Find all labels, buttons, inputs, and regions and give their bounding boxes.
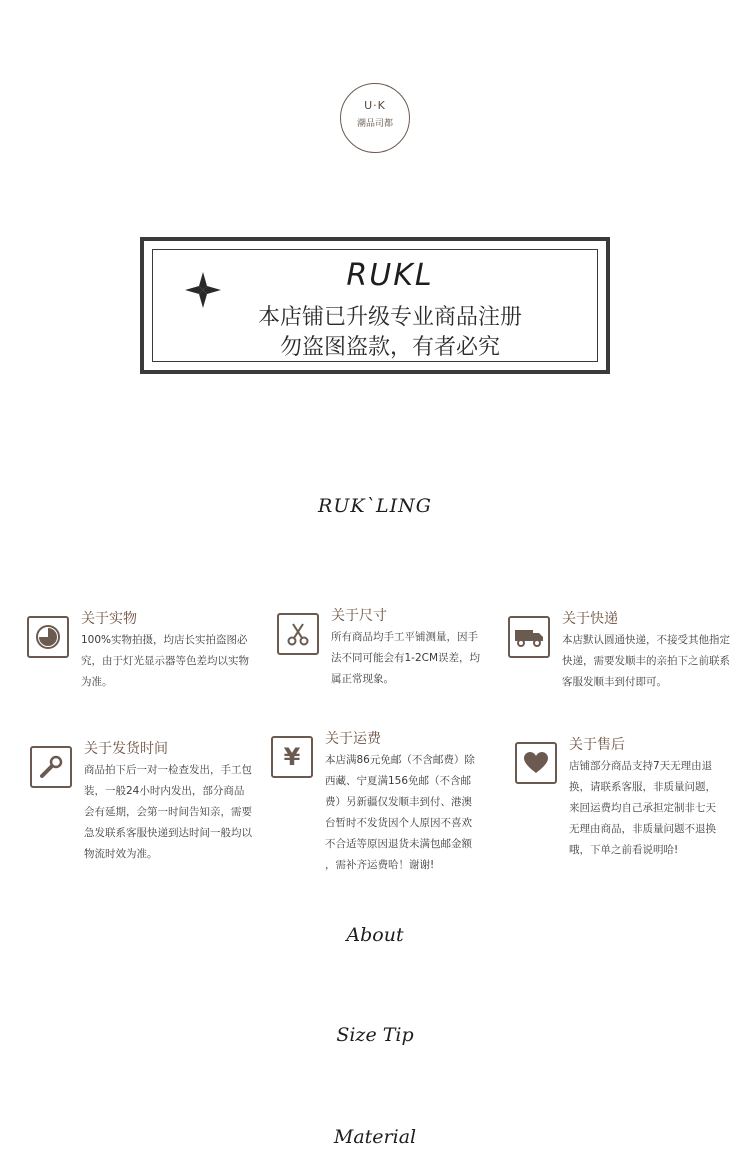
feature-line: 快递，需要发顺丰的亲拍下之前联系 xyxy=(562,655,730,667)
feature-line: 属正常现象。 xyxy=(331,673,394,685)
section-heading-about: About xyxy=(346,924,404,946)
notice-line-1: 本店铺已升级专业商品注册 xyxy=(257,305,522,330)
brand-name-script: RUK`LING xyxy=(318,495,432,517)
scissors-icon xyxy=(277,613,319,655)
feature-text xyxy=(325,750,475,876)
feature-line: 究，由于灯光显示器等色差均以实物 xyxy=(81,655,249,667)
feature-line: 无理由商品，非质量问题不退换 xyxy=(569,823,716,835)
feature-title: 关于实物 xyxy=(81,611,137,627)
section-heading-size-tip: Size Tip xyxy=(336,1024,414,1046)
feature-title: 关于快递 xyxy=(562,611,618,627)
feature-line: 会有延期，会第一时间告知亲，需要 xyxy=(84,806,252,818)
copyright-notice-box xyxy=(140,237,610,374)
notice-inner-border xyxy=(152,249,598,362)
feature-line: 所有商品均手工平铺测量，因手 xyxy=(331,631,478,643)
feature-title: 关于尺寸 xyxy=(331,608,387,624)
feature-title: 关于发货时间 xyxy=(84,741,168,757)
feature-line: 装，一般24小时内发出，部分商品 xyxy=(84,785,245,797)
feature-line: 西藏、宁夏满156免邮（不含邮 xyxy=(325,775,472,787)
feature-line: 本店满86元免邮（不含邮费）除 xyxy=(325,754,475,766)
feature-title: 关于售后 xyxy=(569,737,625,753)
feature-line: 为准。 xyxy=(81,676,113,688)
feature-line: 法不同可能会有1-2CM误差，均 xyxy=(331,652,481,664)
feature-text xyxy=(569,756,716,861)
feature-line: 不合适等原因退货未满包邮金额 xyxy=(325,838,472,850)
feature-line: 客服发顺丰到付即可。 xyxy=(562,676,667,688)
feature-line: ，需补齐运费哈！谢谢! xyxy=(325,859,435,871)
notice-title: RUKL xyxy=(346,258,434,293)
feature-text xyxy=(81,630,249,693)
section-heading-material: Material xyxy=(333,1126,417,1148)
feature-line: 来回运费均自己承担定制非七天 xyxy=(569,802,716,814)
logo-line-1: U·K xyxy=(364,99,386,112)
feature-text xyxy=(331,627,480,690)
feature-text xyxy=(562,630,730,693)
brand-logo xyxy=(340,83,410,153)
feature-line: 急发联系客服快递到达时间一般均以 xyxy=(84,827,252,839)
pie-chart-icon xyxy=(27,616,69,658)
feature-line: 哦，下单之前看说明哈! xyxy=(569,844,679,856)
feature-line: 100%实物拍摄，均店长实拍盗图必 xyxy=(81,634,248,646)
feature-line: 本店默认圆通快递，不接受其他指定 xyxy=(562,634,730,646)
feature-line: 物流时效为准。 xyxy=(84,848,158,860)
yen-icon: ¥ xyxy=(271,736,313,778)
heart-icon xyxy=(515,742,557,784)
feature-line: 费）另新疆仅发顺丰到付、港澳 xyxy=(325,796,472,808)
feature-line: 店铺部分商品支持7天无理由退 xyxy=(569,760,713,772)
feature-line: 台暂时不发货因个人原因不喜欢 xyxy=(325,817,472,829)
feature-title: 关于运费 xyxy=(325,731,381,747)
feature-line: 商品拍下后一对一检查发出，手工包 xyxy=(84,764,252,776)
notice-line-2: 勿盗图盗款，有者必究 xyxy=(279,335,500,360)
feature-text xyxy=(84,760,252,865)
logo-line-2: 潮品司都 xyxy=(356,119,393,129)
truck-icon xyxy=(508,616,550,658)
wrench-icon xyxy=(30,746,72,788)
feature-line: 换，请联系客服，非质量问题， xyxy=(569,781,716,793)
